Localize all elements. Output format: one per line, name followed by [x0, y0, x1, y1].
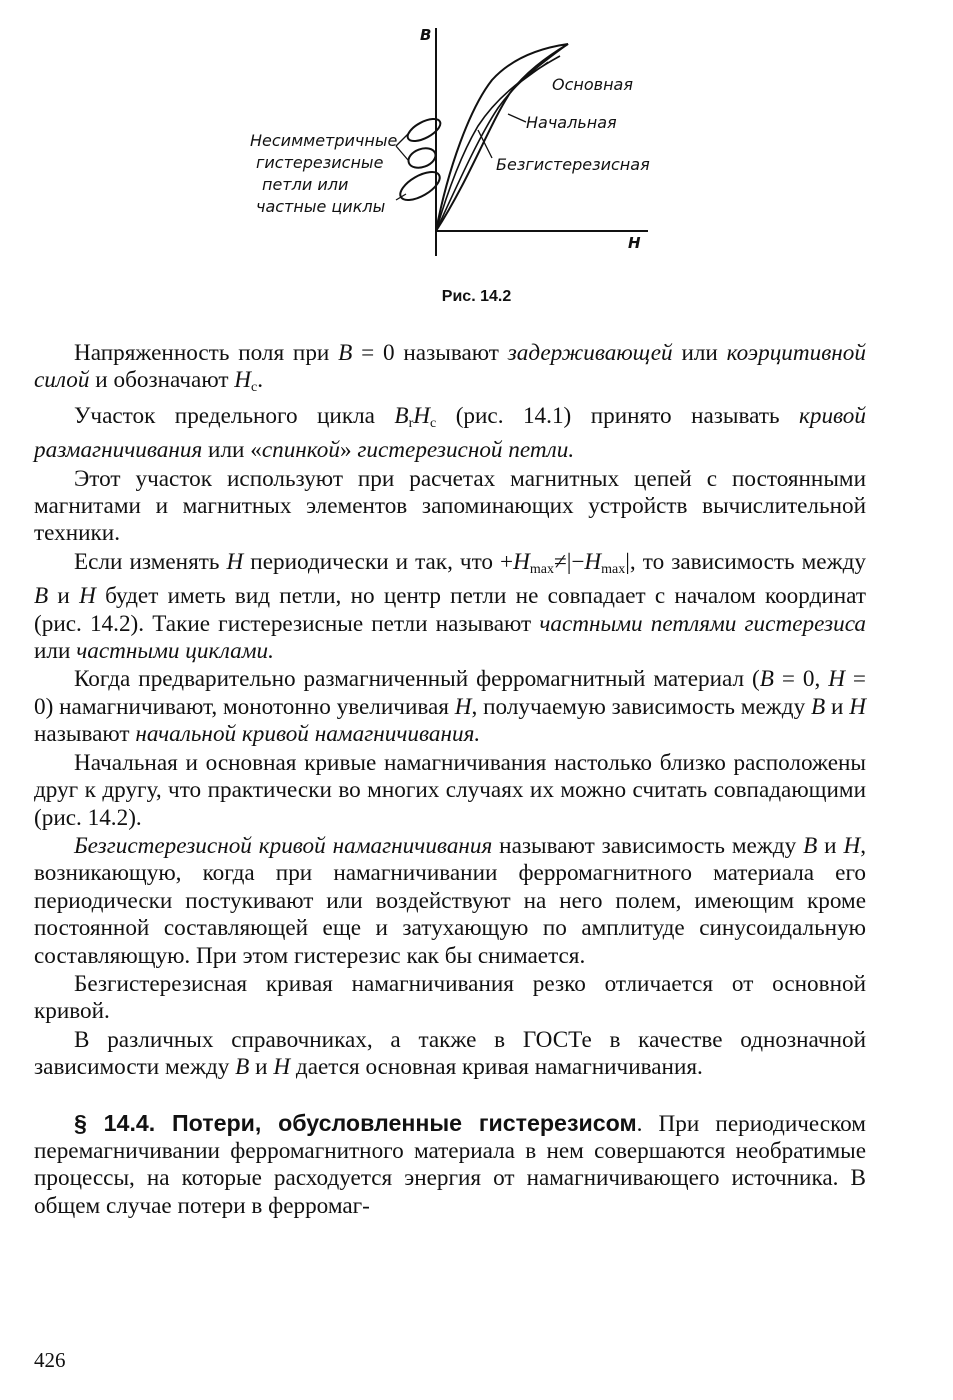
paragraph-7: Безгистерезисной кривой намагничивания называют зависимость между B и H, возникающую, когда при намагничивании ферромагнитного материала его периодически постукивают или воздействуют на него полем, имеющим кроме постоянной составляющей еще и затухающую по амплитуде синусоидальную составляющую. При этом гистерезис как бы снимается.: [34, 832, 866, 969]
paragraph-2: Участок предельного цикла $B_rH_c$ (рис. 14.1) принято называть кривой размагничивания или «спинкой» гистерезисной петли.: [34, 402, 866, 464]
figure-caption: Рис. 14.2: [441, 288, 512, 305]
main-curve: [436, 44, 568, 231]
label-loops-line4: частные циклы: [256, 197, 386, 216]
paragraph-6: Начальная и основная кривые намагничивания настолько близко расположены друг к другу, что практически во многих случаях их можно считать совпадающими (рис. 14.2).: [34, 749, 866, 831]
leader-initial: [508, 114, 526, 122]
hysteresis-diagram: [230, 18, 670, 283]
label-loops-line3: петли или: [262, 175, 349, 194]
label-loops-line2: гистерезисные: [256, 153, 384, 172]
label-loops-line1: Несимметричные: [250, 131, 398, 150]
leader-anhysteretic: [478, 130, 492, 158]
section-14-4-paragraph: § 14.4. Потери, обусловленные гистерезисом. При периодическом перемагничивании ферромагнитного материала в нем совершаются необратимые процессы, на которые расходуется энергия от намагничивающего источника. В общем случае потери в ферромаг-: [34, 1109, 866, 1219]
figure-14-2: [230, 18, 670, 283]
section-heading: § 14.4. Потери, обусловленные гистерезисом: [74, 1109, 637, 1136]
label-initial: Начальная: [526, 113, 617, 132]
partial-loop-2: [406, 145, 438, 171]
label-anhysteretic: Безгистерезисная: [496, 155, 650, 174]
label-main: Основная: [552, 75, 633, 94]
page-number: 426: [34, 1348, 66, 1372]
initial-curve: [436, 44, 568, 231]
paragraph-4: Если изменять H периодически и так, что $+H_{max}\ne|-H_{max}|$, то зависимость между B и H будет иметь вид петли, но центр петли не совпадает с началом координат (рис. 14.2). Такие гистерезисные петли называют частными петлями гистерезиса или частными циклами.: [34, 548, 866, 665]
paragraph-8: Безгистерезисная кривая намагничивания резко отличается от основной кривой.: [34, 970, 866, 1025]
h-axis-label: H: [628, 234, 641, 252]
partial-loop-1: [404, 114, 443, 145]
leader-loops-2: [396, 146, 408, 160]
paragraph-1: Напряженность поля при B = 0 называют задерживающей или коэрцитивной силой и обозначают $H_c$.: [34, 340, 866, 396]
leader-main: [518, 62, 548, 84]
body-text: [34, 340, 866, 1220]
paragraph-9: В различных справочниках, а также в ГОСТе в качестве однозначной зависимости между B и H дается основная кривая намагничивания.: [34, 1026, 866, 1081]
paragraph-3: Этот участок используют при расчетах магнитных цепей с постоянными магнитами и магнитных элементов запоминающих устройств вычислительной техники.: [34, 465, 866, 547]
b-axis-label: B: [420, 26, 432, 44]
paragraph-5: Когда предварительно размагниченный ферромагнитный материал (B = 0, H = 0) намагничивают, монотонно увеличивая H, получаемую зависимость между B и H называют начальной кривой намагничивания.: [34, 666, 867, 748]
anhysteretic-curve: [436, 56, 560, 231]
